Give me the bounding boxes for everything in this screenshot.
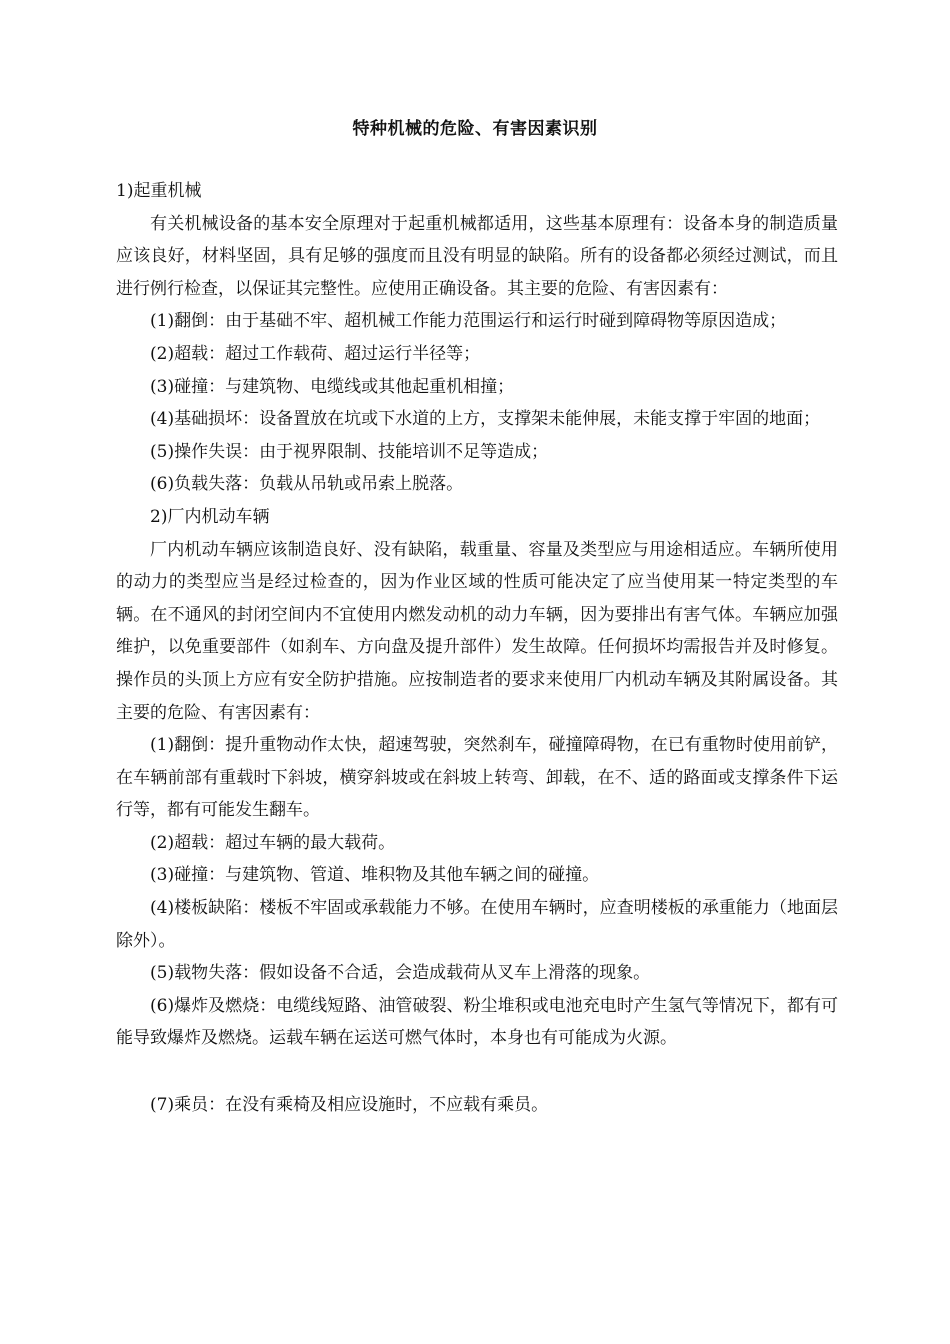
paragraph: 2)厂内机动车辆 [150,506,270,527]
paragraph: 厂内机动车辆应该制造良好、没有缺陷，载重量、容量及类型应与用途相适应。车辆所使用的动力的类型应当是经过检查的，因为作业区域的性质可能决定了应当使用某一特定类型的车辆。在不通风的封闭空间内不宜使用内燃发动机的动力车辆，因为要排出有害气体。车辆应加强维护，以免重要部件（如刹车、方向盘及提升部件）发生故障。任何损坏均需报告并及时修复。操作员的头顶上方应有安全防护措施。应按制造者的要求来使用厂内机动车辆及其附属设备。其主要的危险、有害因素有： [116,539,838,723]
paragraph-spacer [116,1055,838,1089]
paragraph: (2)超载：超过工作载荷、超过运行半径等； [150,343,481,364]
paragraph: (6)爆炸及燃烧：电缆线短路、油管破裂、粉尘堆积或电池充电时产生氢气等情况下，都有可能导致爆炸及燃烧。运载车辆在运送可燃气体时，本身也有可能成为火源。 [116,995,838,1049]
document-body [116,175,838,1122]
paragraph: (4)楼板缺陷：楼板不牢固或承载能力不够。在使用车辆时，应查明楼板的承重能力（地面层除外）。 [116,898,838,951]
paragraph: (5)操作失误：由于视界限制、技能培训不足等造成； [150,441,549,462]
paragraph: (1)翻倒：提升重物动作太快，超速驾驶，突然刹车，碰撞障碍物，在已有重物时使用前铲，在车辆前部有重载时下斜坡，横穿斜坡或在斜坡上转弯、卸载，在不、适的路面或支撑条件下运行等，都有可能发生翻车。 [116,735,838,821]
document-title: 特种机械的危险、有害因素识别 [352,119,598,139]
paragraph: 有关机械设备的基本安全原理对于起重机械都适用，这些基本原理有：设备本身的制造质量应该良好，材料坚固，具有足够的强度而且没有明显的缺陷。所有的设备都必须经过测试，而且进行例行检查，以保证其完整性。应使用正确设备。其主要的危险、有害因素有： [116,213,838,299]
paragraph: (2)超载：超过车辆的最大载荷。 [150,832,396,853]
paragraph: (5)载物失落：假如设备不合适，会造成载荷从叉车上滑落的现象。 [150,963,651,984]
paragraph: (3)碰撞：与建筑物、管道、堆积物及其他车辆之间的碰撞。 [150,865,600,886]
paragraph: (6)负载失落：负载从吊轨或吊索上脱落。 [150,474,464,495]
paragraph: (7)乘员：在没有乘椅及相应设施时，不应载有乘员。 [150,1095,549,1116]
paragraph: (4)基础损坏：设备置放在坑或下水道的上方，支撑架未能伸展，未能支撑于牢固的地面； [150,409,821,430]
paragraph: (3)碰撞：与建筑物、电缆线或其他起重机相撞； [150,376,515,397]
paragraph: 1)起重机械 [116,181,202,201]
paragraph: (1)翻倒：由于基础不牢、超机械工作能力范围运行和运行时碰到障碍物等原因造成； [150,311,787,332]
